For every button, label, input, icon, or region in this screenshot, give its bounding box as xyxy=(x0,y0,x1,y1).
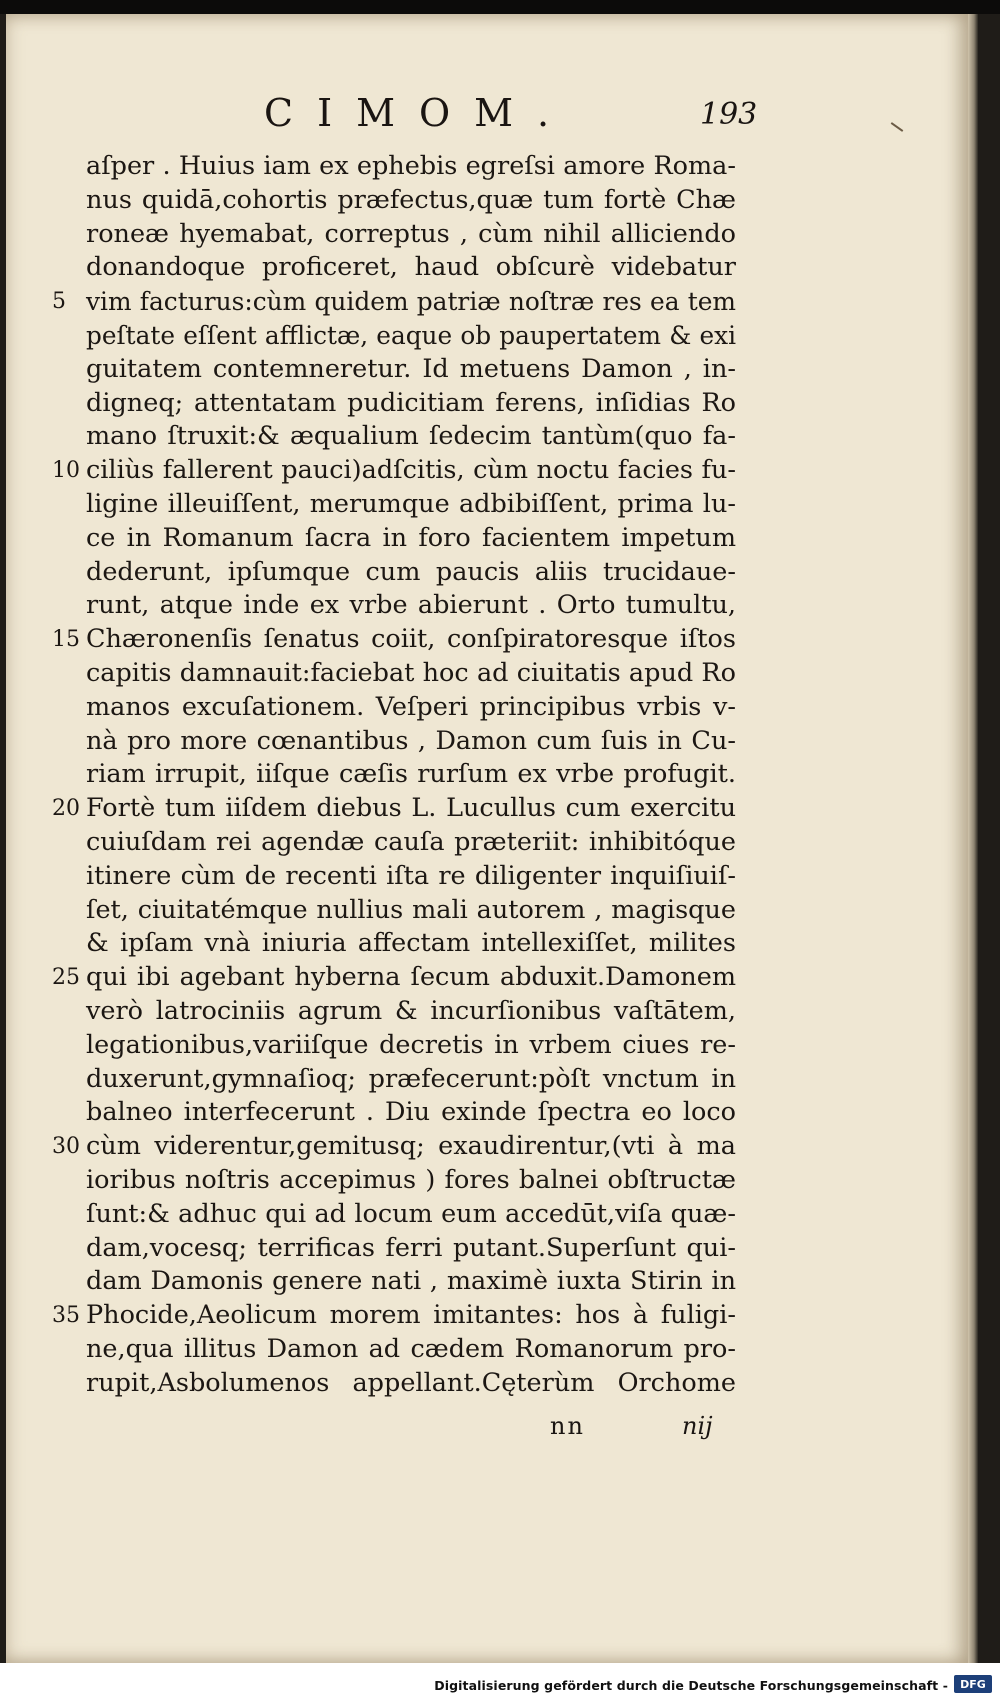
text-line xyxy=(86,894,736,928)
text-line-content: nus quidā,cohortis præfectus,quæ tum fortè Chæ xyxy=(86,184,736,215)
text-line xyxy=(52,792,736,826)
text-line-content: ligine illeuiſſent, merumque adbibiſſent, prima lu- xyxy=(86,488,736,519)
text-line-content: aſper . Huius iam ex ephebis egreſsi amore Roma- xyxy=(86,151,736,181)
text-line xyxy=(86,860,736,894)
line-number: 25 xyxy=(52,965,80,991)
text-line-content: cùm viderentur,gemitusq; exaudirentur,(vti à ma xyxy=(86,1131,736,1162)
text-line xyxy=(86,387,736,421)
line-number: 15 xyxy=(52,627,80,653)
text-line-content: ne,qua illitus Damon ad cædem Romanorum pro- xyxy=(86,1333,736,1364)
text-line xyxy=(52,623,736,657)
text-line-content: qui ibi agebant hyberna ſecum abduxit.Damonem xyxy=(86,962,736,993)
text-line-content: digneq; attentatam pudicitiam ferens, inſidias Ro xyxy=(86,387,736,418)
text-line-content: dam,vocesq; terrificas ferri putant.Superſunt qui- xyxy=(86,1232,736,1263)
text-line xyxy=(86,1029,736,1063)
text-line-content: ſunt:& adhuc qui ad locum eum accedūt,viſa quæ- xyxy=(86,1198,736,1229)
text-line-content: Phocide,Aeolicum morem imitantes: hos à fuligi- xyxy=(86,1300,736,1331)
text-line xyxy=(86,1063,736,1097)
text-line xyxy=(86,1232,736,1266)
text-line xyxy=(86,758,736,792)
text-line xyxy=(86,927,736,961)
text-line-content: manos excuſationem. Veſperi principibus vrbis v- xyxy=(86,691,736,722)
text-line xyxy=(86,1367,736,1401)
text-line xyxy=(86,1198,736,1232)
text-line-content: legationibus,variiſque decretis in vrbem ciues re- xyxy=(86,1029,736,1060)
text-line xyxy=(86,657,736,691)
digitization-credit: Digitalisierung gefördert durch die Deutsche Forschungsgemeinschaft - xyxy=(434,1678,948,1693)
text-line-content: peſtate eſſent afflictæ, eaque ob paupertatem & exi xyxy=(86,320,736,350)
text-line-content: riam irrupit, iiſque cæſis rurſum ex vrbe profugit. xyxy=(86,759,736,790)
page-edge-shadow xyxy=(968,14,978,1663)
line-number: 30 xyxy=(52,1134,80,1160)
text-line-content: ce in Romanum ſacra in foro facientem impetum xyxy=(86,522,736,553)
running-head: CIMOM. xyxy=(264,91,574,135)
text-line xyxy=(86,995,736,1029)
text-line xyxy=(52,454,736,488)
text-line xyxy=(86,691,736,725)
scan-top-edge xyxy=(0,0,1000,14)
dfg-logo: DFG xyxy=(954,1675,992,1693)
text-line xyxy=(86,589,736,623)
text-line-content: nà pro more cœnantibus , Damon cum ſuis in Cu- xyxy=(86,725,736,756)
text-line-content: & ipſam vnà iniuria affectam intellexiſſet, milites xyxy=(86,928,736,959)
text-line-content: mano ſtruxit:& æqualium ſedecim tantùm(quo fa- xyxy=(86,421,736,452)
text-line xyxy=(52,1130,736,1164)
body-text xyxy=(52,150,736,1400)
text-line xyxy=(86,218,736,252)
text-line xyxy=(86,522,736,556)
text-line xyxy=(86,1164,736,1198)
text-line xyxy=(52,961,736,995)
text-line-content: Fortè tum iiſdem diebus L. Lucullus cum exercitu xyxy=(86,793,736,824)
text-line xyxy=(86,1333,736,1367)
text-line xyxy=(86,150,736,184)
text-line-content: Chæronenſis ſenatus coiit, conſpiratoresque iſtos xyxy=(86,624,736,655)
line-number: 35 xyxy=(52,1303,80,1329)
line-number: 20 xyxy=(52,796,80,822)
text-line-content: runt, atque inde ex vrbe abierunt . Orto tumultu, xyxy=(86,590,736,621)
text-line-content: guitatem contemneretur. Id metuens Damon , in- xyxy=(86,353,736,384)
text-line xyxy=(86,556,736,590)
text-line-content: verò latrociniis agrum & incurſionibus vaſtātem, xyxy=(86,995,736,1026)
text-line-content: ſet, ciuitatémque nullius mali autorem , magisque xyxy=(86,894,736,925)
page-number: 193 xyxy=(700,97,758,132)
line-number: 10 xyxy=(52,458,80,484)
text-line xyxy=(86,725,736,759)
text-line xyxy=(52,285,736,319)
text-line-content: roneæ hyemabat, correptus , cùm nihil alliciendo xyxy=(86,218,736,249)
text-line xyxy=(86,420,736,454)
text-line xyxy=(86,826,736,860)
text-line xyxy=(52,1299,736,1333)
text-line xyxy=(86,251,736,285)
text-line-content: dam Damonis genere nati , maximè iuxta Stirin in xyxy=(86,1266,736,1297)
signature-mark: nn xyxy=(550,1412,585,1440)
text-line-content: dederunt, ipſumque cum paucis aliis trucidaue- xyxy=(86,556,736,587)
text-line-content: balneo interfecerunt . Diu exinde ſpectra eo loco xyxy=(86,1097,736,1128)
text-line xyxy=(86,488,736,522)
catchword: nij xyxy=(682,1412,713,1440)
text-line-content: donandoque proficeret, haud obſcurè videbatur xyxy=(86,252,736,283)
text-line-content: cuiuſdam rei agendæ cauſa præteriit: inhibitóque xyxy=(86,826,736,857)
line-number: 5 xyxy=(52,289,66,315)
book-page xyxy=(6,14,968,1663)
text-line xyxy=(86,184,736,218)
text-line xyxy=(86,1096,736,1130)
text-line xyxy=(86,1265,736,1299)
text-line xyxy=(86,319,736,353)
text-line-content: ciliùs fallerent pauci)adſcitis, cùm noctu facies fu- xyxy=(86,455,736,486)
text-line-content: itinere cùm de recenti iſta re diligenter inquiſiuiſ- xyxy=(86,860,736,891)
page-mark xyxy=(891,122,904,132)
text-line xyxy=(86,353,736,387)
text-line-content: rupit,Asbolumenos appellant.Cęterùm Orchome xyxy=(86,1367,736,1398)
text-line-content: vim facturus:cùm quidem patriæ noſtræ res ea tem xyxy=(86,287,736,317)
text-line-content: duxerunt,gymnaſioq; præfecerunt:pòſt vnctum in xyxy=(86,1063,736,1094)
text-line-content: ioribus noſtris accepimus ) fores balnei obſtructæ xyxy=(86,1164,736,1195)
text-line-content: capitis damnauit:faciebat hoc ad ciuitatis apud Ro xyxy=(86,657,736,688)
